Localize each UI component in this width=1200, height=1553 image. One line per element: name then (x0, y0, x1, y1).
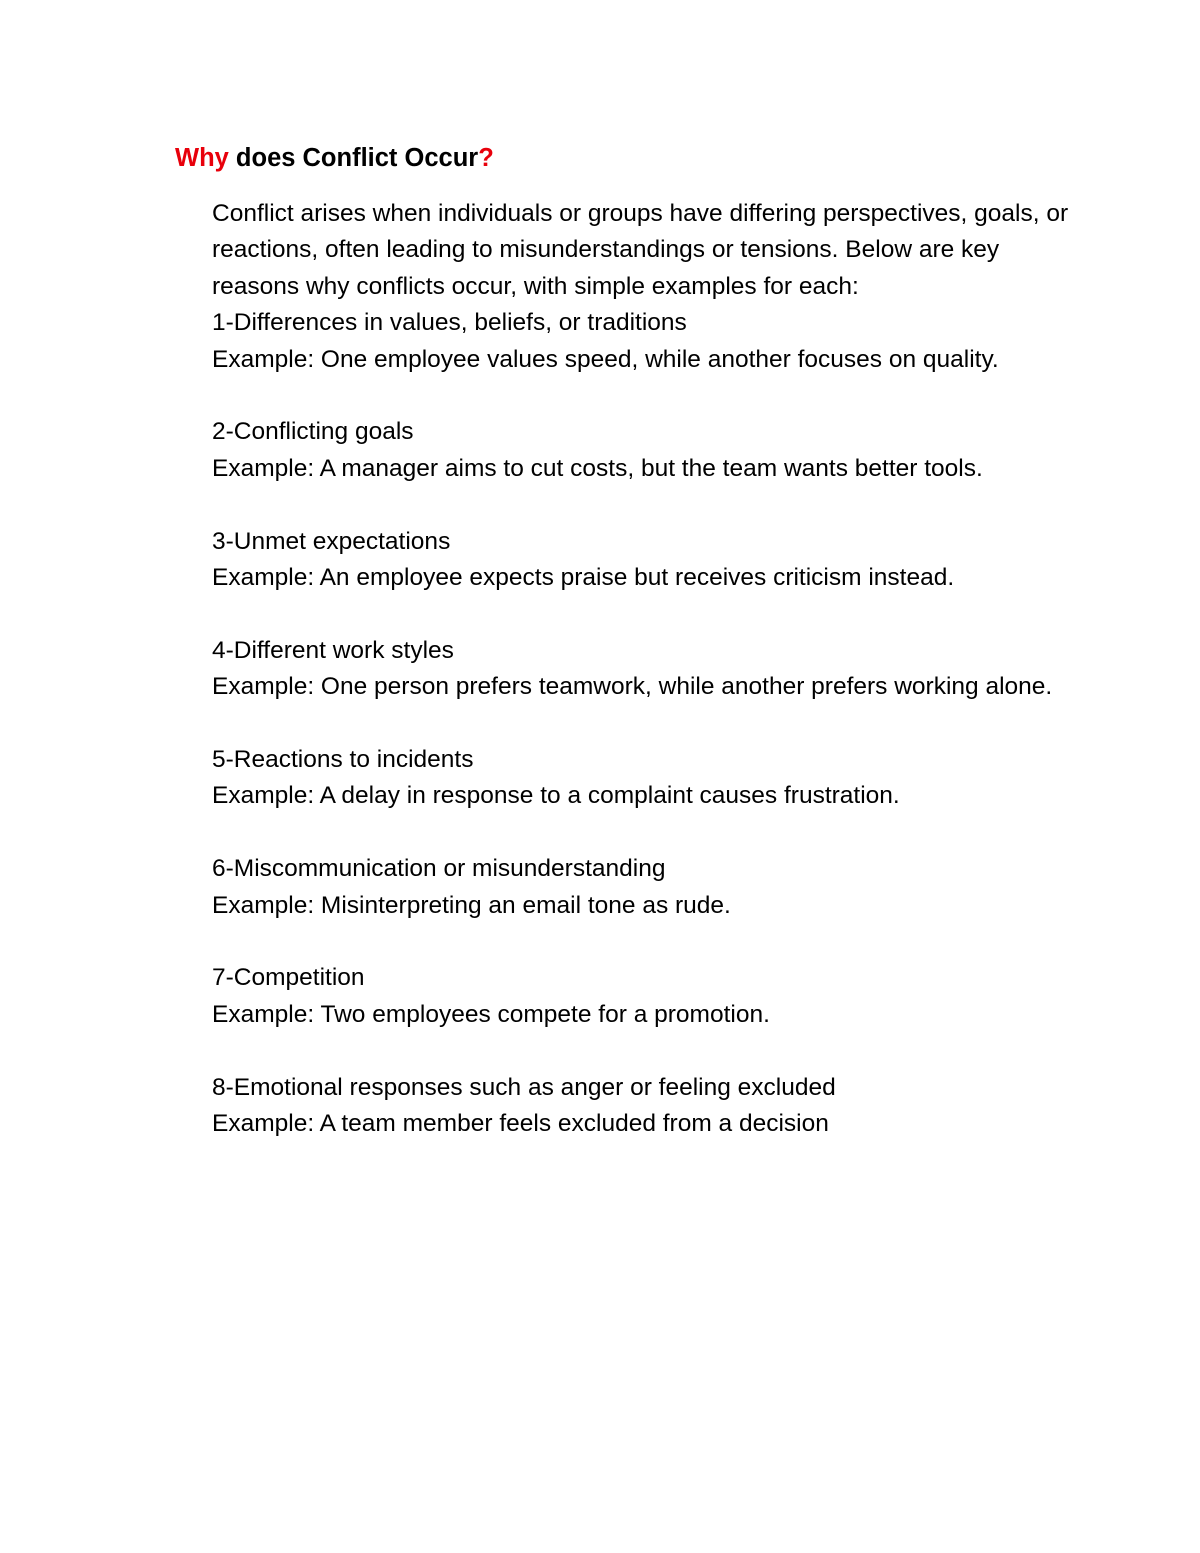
reason-example: Example: Misinterpreting an email tone as rude. (212, 891, 731, 919)
reason-item (212, 960, 1092, 1033)
reason-example: Example: Two employees compete for a promotion. (212, 1000, 770, 1028)
reason-heading: 4-Different work styles (212, 636, 454, 664)
reason-item (212, 414, 1092, 487)
reason-example: Example: A delay in response to a complaint causes frustration. (212, 782, 900, 810)
page-title (175, 140, 494, 176)
title-text: does Conflict Occur (228, 144, 479, 172)
reason-heading: 7-Competition (212, 964, 365, 992)
reason-example: Example: A team member feels excluded from a decision (212, 1110, 829, 1138)
reason-item (212, 851, 1092, 924)
reason-example: Example: A manager aims to cut costs, but the team wants better tools. (212, 454, 983, 482)
reason-example: Example: One person prefers teamwork, while another prefers working alone. (212, 673, 1053, 701)
document-body (212, 196, 1092, 1142)
reason-item (212, 742, 1092, 815)
reason-item (212, 305, 1092, 378)
reason-heading: 5-Reactions to incidents (212, 746, 474, 774)
reason-heading: 8-Emotional responses such as anger or feeling excluded (212, 1073, 836, 1101)
reason-heading: 3-Unmet expectations (212, 527, 451, 555)
reason-item (212, 633, 1092, 706)
title-question-mark: ? (478, 144, 494, 172)
reason-example: Example: An employee expects praise but receives criticism instead. (212, 564, 955, 592)
reason-heading: 6-Miscommunication or misunderstanding (212, 855, 666, 883)
reason-item (212, 524, 1092, 597)
intro-paragraph: Conflict arises when individuals or groups have differing perspectives, goals, or reactions, often leading to misunderstandings or tensions. Below are key reasons why conflicts occur, with simple examples for each: (212, 200, 1069, 300)
title-accent-word: Why (175, 144, 229, 172)
reason-heading: 2-Conflicting goals (212, 418, 414, 446)
reason-item (212, 1070, 1092, 1143)
reason-example: Example: One employee values speed, while another focuses on quality. (212, 345, 999, 373)
reason-heading: 1-Differences in values, beliefs, or traditions (212, 309, 687, 337)
